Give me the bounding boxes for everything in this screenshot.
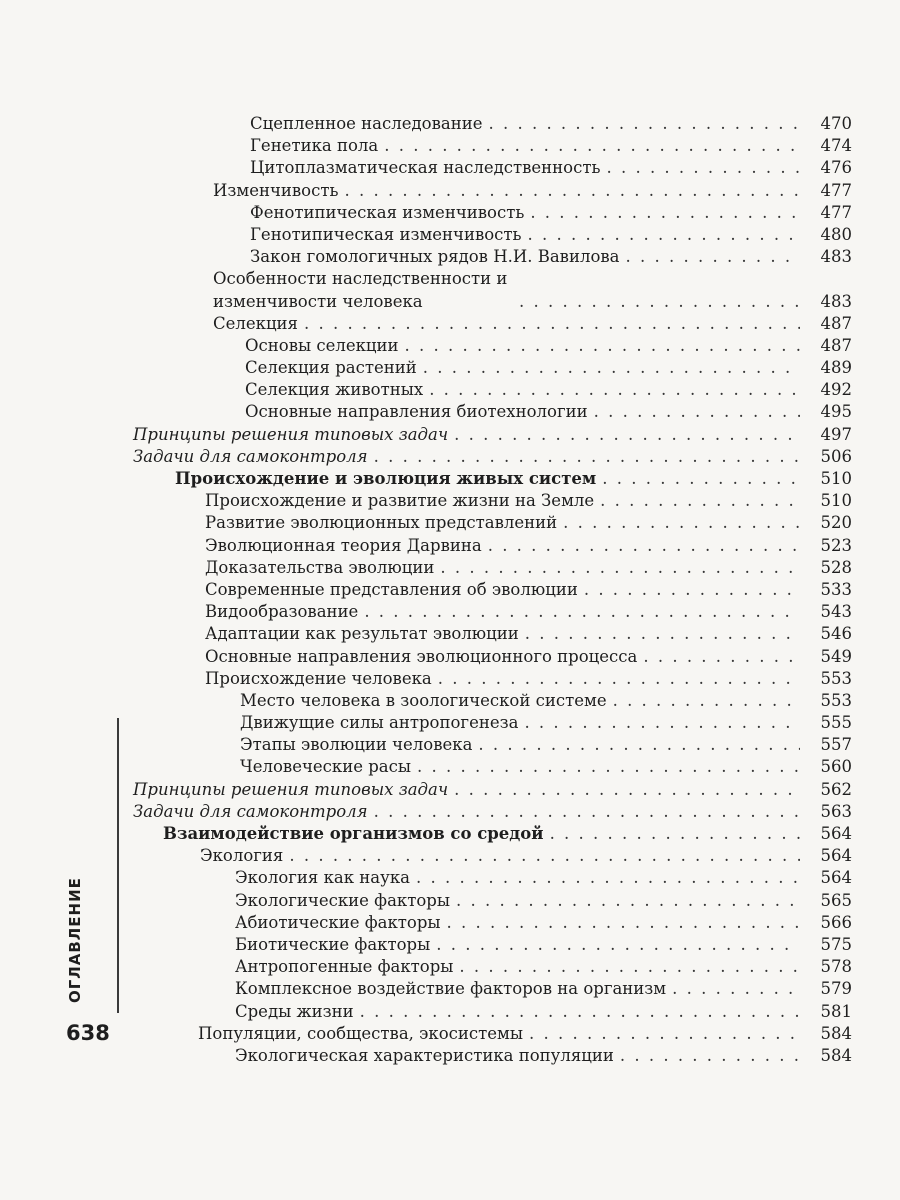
leader-dots bbox=[563, 512, 800, 534]
toc-entry-title: Сцепленное наследование bbox=[250, 113, 483, 133]
toc-entry[interactable] bbox=[0, 224, 900, 246]
toc-entry-page: 533 bbox=[820, 579, 852, 599]
toc-entry[interactable] bbox=[0, 867, 900, 889]
toc-entry-page: 523 bbox=[820, 535, 852, 555]
toc-entry-page: 476 bbox=[820, 158, 852, 178]
toc-entry-title: Происхождение человека bbox=[205, 668, 432, 688]
toc-entry[interactable] bbox=[0, 668, 900, 690]
toc-entry-page: 562 bbox=[820, 779, 852, 799]
toc-entry-page: 489 bbox=[820, 358, 852, 378]
leader-dots bbox=[438, 668, 800, 690]
toc-entry-title: Биотические факторы bbox=[235, 934, 431, 954]
toc-entry[interactable] bbox=[0, 779, 900, 801]
toc-entry-page: 528 bbox=[820, 557, 852, 577]
leader-dots bbox=[454, 424, 800, 446]
leader-dots bbox=[602, 468, 800, 490]
leader-dots bbox=[374, 446, 800, 468]
toc-entry-title: Эволюционная теория Дарвина bbox=[205, 535, 482, 555]
toc-entry[interactable] bbox=[0, 535, 900, 557]
leader-dots bbox=[488, 113, 800, 135]
toc-entry-title: Антропогенные факторы bbox=[235, 957, 454, 977]
toc-entry-page: 584 bbox=[820, 1023, 852, 1043]
leader-dots bbox=[530, 202, 800, 224]
toc-entry-page: 543 bbox=[820, 602, 852, 622]
side-rule bbox=[117, 718, 119, 1013]
toc-entry[interactable] bbox=[0, 557, 900, 579]
toc-entry-title: Экологические факторы bbox=[235, 890, 450, 910]
leader-dots bbox=[417, 756, 800, 778]
toc-entry-page: 563 bbox=[820, 801, 852, 821]
toc-entry[interactable] bbox=[0, 646, 900, 668]
leader-dots bbox=[459, 956, 800, 978]
leader-dots bbox=[384, 135, 800, 157]
leader-dots bbox=[584, 579, 800, 601]
toc-entry[interactable] bbox=[0, 690, 900, 712]
leader-dots bbox=[344, 180, 800, 202]
toc-entry-title: Основы селекции bbox=[245, 335, 399, 355]
leader-dots bbox=[550, 823, 800, 845]
leader-dots bbox=[364, 601, 800, 623]
toc-entry[interactable] bbox=[0, 1023, 900, 1045]
toc-entry[interactable] bbox=[0, 246, 900, 268]
toc-entry[interactable] bbox=[0, 113, 900, 135]
toc-entry[interactable] bbox=[0, 845, 900, 867]
toc-entry[interactable] bbox=[0, 712, 900, 734]
toc-entry[interactable] bbox=[0, 579, 900, 601]
toc-entry-title: Основные направления биотехнологии bbox=[245, 402, 588, 422]
toc-entry[interactable] bbox=[0, 424, 900, 446]
toc-entry[interactable] bbox=[0, 756, 900, 778]
leader-dots bbox=[594, 401, 800, 423]
toc-entry-page: 492 bbox=[820, 380, 852, 400]
leader-dots bbox=[416, 867, 800, 889]
toc-entry[interactable] bbox=[0, 490, 900, 512]
toc-entry-title: Особенности наследственности и изменчивости человека bbox=[213, 269, 508, 311]
toc-entry[interactable] bbox=[0, 912, 900, 934]
toc-entry-page: 564 bbox=[820, 824, 852, 843]
toc-entry[interactable] bbox=[0, 934, 900, 956]
toc-entry-page: 480 bbox=[820, 224, 852, 244]
toc-entry[interactable] bbox=[0, 268, 900, 312]
toc-entry-title: Доказательства эволюции bbox=[205, 557, 435, 577]
toc-entry-page: 506 bbox=[820, 446, 852, 466]
toc-entry-page: 553 bbox=[820, 668, 852, 688]
leader-dots bbox=[620, 1045, 800, 1067]
toc-entry-title: Принципы решения типовых задач bbox=[133, 779, 449, 799]
toc-entry[interactable] bbox=[0, 135, 900, 157]
toc-entry-page: 510 bbox=[820, 469, 852, 488]
toc-entry-page: 564 bbox=[820, 868, 852, 888]
toc-entry-page: 579 bbox=[820, 979, 852, 999]
leader-dots bbox=[304, 313, 800, 335]
toc-entry-title: Движущие силы антропогенеза bbox=[240, 713, 519, 733]
toc-entry-page: 546 bbox=[820, 624, 852, 644]
table-of-contents bbox=[0, 113, 900, 1067]
leader-dots bbox=[440, 557, 800, 579]
toc-entry-page: 549 bbox=[820, 646, 852, 666]
toc-entry-title: Генетика пола bbox=[250, 136, 379, 156]
leader-dots bbox=[626, 246, 800, 268]
toc-entry-title: Современные представления об эволюции bbox=[205, 579, 578, 599]
toc-entry-page: 575 bbox=[820, 934, 852, 954]
toc-entry-page: 578 bbox=[820, 957, 852, 977]
toc-entry-title: Видообразование bbox=[205, 602, 359, 622]
toc-entry[interactable] bbox=[0, 446, 900, 468]
toc-entry[interactable] bbox=[0, 313, 900, 335]
toc-entry[interactable] bbox=[0, 180, 900, 202]
toc-entry-title: Генотипическая изменчивость bbox=[250, 224, 522, 244]
toc-entry-title: Селекция bbox=[213, 313, 298, 333]
toc-entry[interactable] bbox=[0, 157, 900, 179]
toc-entry[interactable] bbox=[0, 379, 900, 401]
toc-entry-title: Экологическая характеристика популяции bbox=[235, 1045, 614, 1065]
leader-dots bbox=[447, 912, 800, 934]
toc-entry-page: 487 bbox=[820, 313, 852, 333]
leader-dots bbox=[488, 535, 800, 557]
leader-dots bbox=[643, 646, 800, 668]
toc-entry[interactable] bbox=[0, 468, 900, 490]
toc-entry-title: Принципы решения типовых задач bbox=[133, 424, 449, 444]
toc-entry-page: 470 bbox=[820, 113, 852, 133]
leader-dots bbox=[525, 623, 800, 645]
leader-dots bbox=[478, 734, 800, 756]
toc-entry[interactable] bbox=[0, 601, 900, 623]
toc-entry-title: Задачи для самоконтроля bbox=[133, 446, 368, 466]
leader-dots bbox=[374, 801, 800, 823]
toc-entry[interactable] bbox=[0, 335, 900, 357]
toc-entry[interactable] bbox=[0, 734, 900, 756]
toc-entry[interactable] bbox=[0, 202, 900, 224]
toc-entry-title: Взаимодействие организмов со средой bbox=[163, 824, 544, 843]
toc-entry-page: 560 bbox=[820, 757, 852, 777]
toc-entry-title: Закон гомологичных рядов Н.И. Вавилова bbox=[250, 247, 620, 267]
toc-entry[interactable] bbox=[0, 401, 900, 423]
leader-dots bbox=[436, 934, 800, 956]
leader-dots bbox=[672, 978, 800, 1000]
toc-entry-title: Происхождение и эволюция живых систем bbox=[175, 469, 597, 488]
toc-entry[interactable] bbox=[0, 357, 900, 379]
toc-entry-page: 565 bbox=[820, 890, 852, 910]
toc-entry[interactable] bbox=[0, 1045, 900, 1067]
toc-entry[interactable] bbox=[0, 1001, 900, 1023]
toc-entry-title: Среды жизни bbox=[235, 1001, 354, 1021]
toc-entry-page: 584 bbox=[820, 1045, 852, 1065]
toc-entry-page: 483 bbox=[820, 247, 852, 267]
toc-entry[interactable] bbox=[0, 890, 900, 912]
leader-dots bbox=[429, 379, 800, 401]
leader-dots bbox=[456, 890, 800, 912]
leader-dots bbox=[519, 291, 800, 313]
leader-dots bbox=[524, 712, 800, 734]
leader-dots bbox=[289, 845, 800, 867]
leader-dots bbox=[600, 490, 800, 512]
toc-entry-title: Абиотические факторы bbox=[235, 912, 441, 932]
page-number: 638 bbox=[66, 1021, 110, 1045]
toc-entry-title: Фенотипическая изменчивость bbox=[250, 202, 525, 222]
toc-entry-page: 474 bbox=[820, 136, 852, 156]
toc-entry-title: Адаптации как результат эволюции bbox=[205, 624, 519, 644]
toc-entry-title: Развитие эволюционных представлений bbox=[205, 513, 558, 533]
toc-entry-title: Этапы эволюции человека bbox=[240, 735, 473, 755]
toc-entry-page: 553 bbox=[820, 690, 852, 710]
leader-dots bbox=[423, 357, 800, 379]
toc-entry-title: Экология как наука bbox=[235, 868, 410, 888]
toc-entry-page: 495 bbox=[820, 402, 852, 422]
leader-dots bbox=[360, 1001, 800, 1023]
leader-dots bbox=[529, 1023, 800, 1045]
toc-entry-title: Экология bbox=[200, 846, 284, 866]
toc-entry-page: 520 bbox=[820, 513, 852, 533]
side-section-label: ОГЛАВЛЕНИЕ bbox=[66, 877, 84, 1003]
toc-entry[interactable] bbox=[0, 823, 900, 845]
toc-entry-title: Место человека в зоологической системе bbox=[240, 690, 607, 710]
leader-dots bbox=[606, 157, 800, 179]
toc-entry-title: Задачи для самоконтроля bbox=[133, 801, 368, 821]
toc-entry-page: 581 bbox=[820, 1001, 852, 1021]
toc-entry-title: Популяции, сообщества, экосистемы bbox=[198, 1023, 523, 1043]
toc-entry-title: Цитоплазматическая наследственность bbox=[250, 158, 601, 178]
toc-entry-title: Человеческие расы bbox=[240, 757, 411, 777]
toc-entry-page: 483 bbox=[820, 291, 852, 311]
toc-entry[interactable] bbox=[0, 623, 900, 645]
toc-entry-title: Селекция животных bbox=[245, 380, 424, 400]
leader-dots bbox=[405, 335, 800, 357]
toc-entry[interactable] bbox=[0, 801, 900, 823]
toc-entry-title: Комплексное воздействие факторов на организм bbox=[235, 979, 667, 999]
toc-entry-page: 555 bbox=[820, 713, 852, 733]
toc-entry-page: 497 bbox=[820, 424, 852, 444]
toc-entry[interactable] bbox=[0, 956, 900, 978]
toc-entry-page: 557 bbox=[820, 735, 852, 755]
toc-entry-title: Происхождение и развитие жизни на Земле bbox=[205, 491, 595, 511]
toc-entry-page: 487 bbox=[820, 335, 852, 355]
toc-entry[interactable] bbox=[0, 978, 900, 1000]
toc-entry-page: 510 bbox=[820, 491, 852, 511]
toc-entry-page: 477 bbox=[820, 202, 852, 222]
toc-entry[interactable] bbox=[0, 512, 900, 534]
toc-entry-title: Селекция растений bbox=[245, 358, 417, 378]
toc-entry-page: 566 bbox=[820, 912, 852, 932]
leader-dots bbox=[454, 779, 800, 801]
leader-dots bbox=[528, 224, 800, 246]
toc-entry-title: Изменчивость bbox=[213, 180, 339, 200]
leader-dots bbox=[613, 690, 800, 712]
toc-entry-title: Основные направления эволюционного процесса bbox=[205, 646, 638, 666]
toc-entry-page: 477 bbox=[820, 180, 852, 200]
toc-entry-page: 564 bbox=[820, 846, 852, 866]
